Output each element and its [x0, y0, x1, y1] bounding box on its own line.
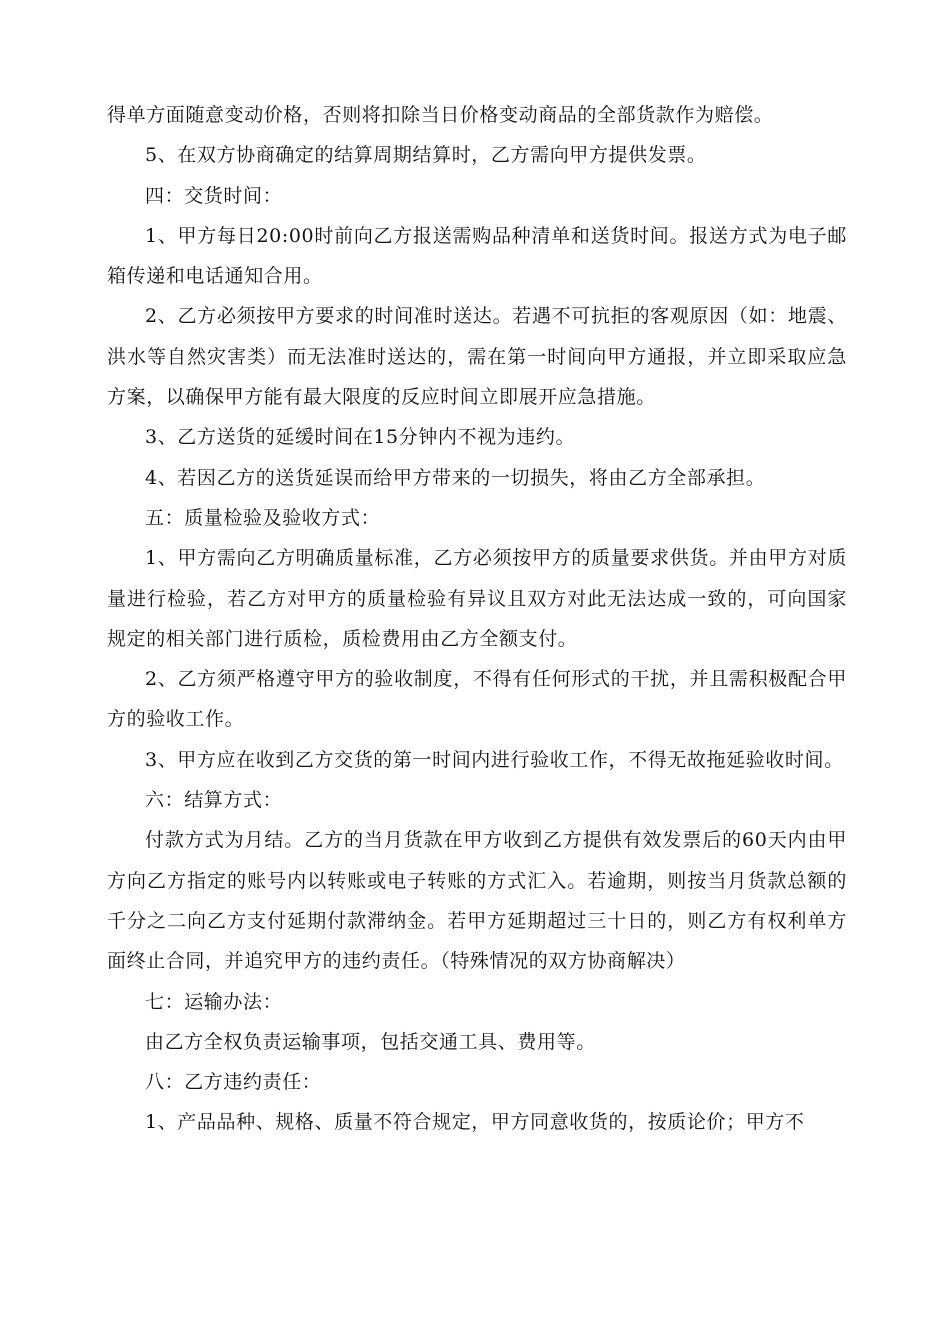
paragraph-quality-standard: 1、甲方需向乙方明确质量标准，乙方必须按甲方的质量要求供货。并由甲方对质量进行检验，若乙方对甲方的质量检验有异议且双方对此无法达成一致的，可向国家规定的相关部门进行质检，质检费用由乙方全额支付。	[107, 547, 847, 650]
paragraph-monthly-payment: 付款方式为月结。乙方的当月货款在甲方收到乙方提供有效发票后的60天内由甲方向乙方指定的账号内以转账或电子转账的方式汇入。若逾期，则按当月货款总额的千分之二向乙方支付延期付款滞纳金。若甲方延期超过三十日的，则乙方有权利单方面终止合同，并追究甲方的违约责任。（特殊情况的双方协商解决）	[107, 829, 847, 973]
paragraph-delivery-grace-period: 3、乙方送货的延缓时间在15分钟内不视为违约。	[145, 426, 576, 449]
paragraph-timely-acceptance: 3、甲方应在收到乙方交货的第一时间内进行验收工作，不得无故拖延验收时间。	[145, 748, 844, 771]
heading-quality-inspection: 五：质量检验及验收方式：	[145, 506, 381, 529]
paragraph-on-time-delivery: 2、乙方必须按甲方要求的时间准时送达。若遇不可抗拒的客观原因（如：地震、洪水等自然灾害类）而无法准时送达的，需在第一时间向甲方通报，并立即采取应急方案，以确保甲方能有最大限度的反应时间立即展开应急措施。	[107, 305, 847, 409]
paragraph-transport-responsibility: 由乙方全权负责运输事项，包括交通工具、费用等。	[145, 1030, 596, 1053]
heading-party-b-liability: 八：乙方违约责任：	[145, 1071, 322, 1094]
paragraph-invoice-requirement: 5、在双方协商确定的结算周期结算时，乙方需向甲方提供发票。	[145, 144, 707, 167]
paragraph-acceptance-compliance: 2、乙方须严格遵守甲方的验收制度，不得有任何形式的干扰，并且需积极配合甲方的验收工作。	[107, 668, 847, 731]
heading-settlement-method: 六：结算方式：	[145, 789, 283, 812]
heading-delivery-time: 四：交货时间：	[145, 184, 283, 207]
paragraph-price-change-penalty: 得单方面随意变动价格，否则将扣除当日价格变动商品的全部货款作为赔偿。	[107, 104, 774, 126]
document-body	[107, 95, 847, 1143]
paragraph-delivery-delay-loss: 4、若因乙方的送货延误而给甲方带来的一切损失，将由乙方全部承担。	[145, 466, 766, 489]
heading-transport-method: 七：运输办法：	[145, 990, 283, 1013]
paragraph-product-nonconformity: 1、产品品种、规格、质量不符合规定，甲方同意收货的，按质论价；甲方不	[145, 1111, 805, 1134]
paragraph-delivery-list-submission: 1、甲方每日20:00时前向乙方报送需购品种清单和送货时间。报送方式为电子邮箱传递和电话通知合用。	[107, 224, 847, 288]
